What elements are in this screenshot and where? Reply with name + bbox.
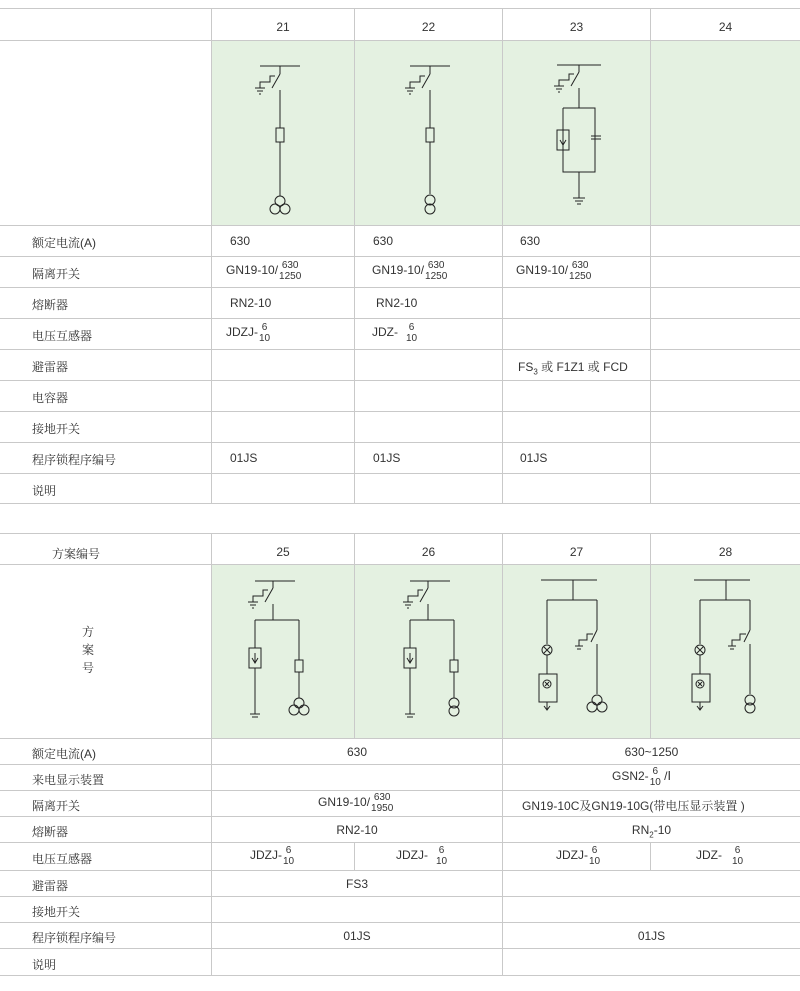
cell-rated-current-22: 630 — [373, 234, 394, 248]
cell-lock-code-25-26: 01JS — [343, 929, 371, 943]
row-label-fuse-2: 熔断器 — [32, 825, 69, 839]
row-label-indicator: 来电显示装置 — [32, 773, 105, 787]
cell-voltage-transformer-22: JDZ- 6 10 — [372, 322, 418, 344]
cell-arrester-23: $FS_3$ 或 F1Z1 或 FCD — [518, 360, 628, 377]
cell-rated-current-21: 630 — [230, 234, 251, 248]
row-label-rated-current-2: 额定电流(A) — [32, 747, 96, 761]
cell-lock-code-21: 01JS — [230, 451, 258, 465]
circuit-diagram-26 — [400, 576, 480, 726]
scheme-header-28: 28 — [718, 545, 733, 559]
circuit-diagram-25 — [245, 576, 325, 726]
cell-rated-current-25-26: 630 — [346, 745, 368, 759]
circuit-diagram-23 — [545, 60, 615, 220]
circuit-diagram-28 — [688, 576, 768, 726]
cell-isolating-switch-22: GN19-10/ 630 1250 — [372, 260, 448, 282]
cell-arrester-25-26: FS3 — [345, 877, 368, 891]
circuit-diagram-21 — [250, 60, 310, 220]
row-label-isolating-switch-2: 隔离开关 — [32, 799, 81, 813]
cell-fuse-21: RN2-10 — [230, 296, 272, 310]
row-label-arrester: 避雷器 — [32, 360, 69, 374]
cell-voltage-transformer-25: JDZJ- 6 10 — [250, 845, 295, 867]
row-label-rated-current: 额定电流(A) — [32, 236, 96, 250]
row-label-voltage-transformer: 电压互感器 — [32, 329, 93, 343]
scheme-header-27: 27 — [569, 545, 584, 559]
cell-fuse-25-26: RN2-10 — [336, 823, 378, 837]
row-label-capacitor: 电容器 — [32, 391, 69, 405]
scheme-side-label: 方 案 号 — [82, 625, 95, 675]
row-label-note: 说明 — [32, 484, 57, 498]
row-label-note-2: 说明 — [32, 958, 57, 972]
cell-fuse-27-28: $RN_2-10$ — [631, 823, 672, 840]
cell-voltage-transformer-27: JDZJ- 6 10 — [556, 845, 601, 867]
row-label-fuse: 熔断器 — [32, 298, 69, 312]
cell-fuse-22: RN2-10 — [376, 296, 418, 310]
row-label-lock-code-2: 程序锁程序编号 — [32, 931, 117, 945]
cell-indicator-27-28: GSN2- 6 10 /Ⅰ — [612, 766, 672, 788]
row-label-ground-switch: 接地开关 — [32, 422, 81, 436]
scheme-header-22: 22 — [421, 20, 436, 34]
row-label-ground-switch-2: 接地开关 — [32, 905, 81, 919]
scheme-header-23: 23 — [569, 20, 584, 34]
cell-rated-current-23: 630 — [520, 234, 541, 248]
row-label-voltage-transformer-2: 电压互感器 — [32, 852, 93, 866]
circuit-diagram-22 — [400, 60, 460, 220]
scheme-header-26: 26 — [421, 545, 436, 559]
scheme-header-21: 21 — [276, 20, 290, 34]
cell-voltage-transformer-26: JDZJ- 6 10 — [396, 845, 448, 867]
cell-isolating-switch-21: GN19-10/ 630 1250 — [226, 260, 302, 282]
circuit-diagram-27 — [535, 576, 615, 726]
cell-rated-current-27-28: 630~1250 — [624, 745, 679, 759]
cell-isolating-switch-27-28: GN19-10C及GN19-10G(带电压显示装置 ) — [522, 799, 745, 813]
cell-lock-code-23: 01JS — [520, 451, 548, 465]
row-label-arrester-2: 避雷器 — [32, 879, 69, 893]
scheme-number-label: 方案编号 — [52, 547, 101, 561]
cell-voltage-transformer-28: JDZ- 6 10 — [696, 845, 744, 867]
scheme-header-25: 25 — [276, 545, 290, 559]
cell-voltage-transformer-21: JDZJ- 6 10 — [226, 322, 271, 344]
cell-isolating-switch-23: GN19-10/ 630 1250 — [516, 260, 592, 282]
cell-lock-code-27-28: 01JS — [637, 929, 666, 943]
scheme-header-24: 24 — [718, 20, 733, 34]
cell-lock-code-22: 01JS — [373, 451, 401, 465]
cell-isolating-switch-25-26: GN19-10/ 630 1950 — [318, 792, 394, 814]
row-label-isolating-switch: 隔离开关 — [32, 267, 81, 281]
row-label-lock-code: 程序锁程序编号 — [32, 453, 117, 467]
